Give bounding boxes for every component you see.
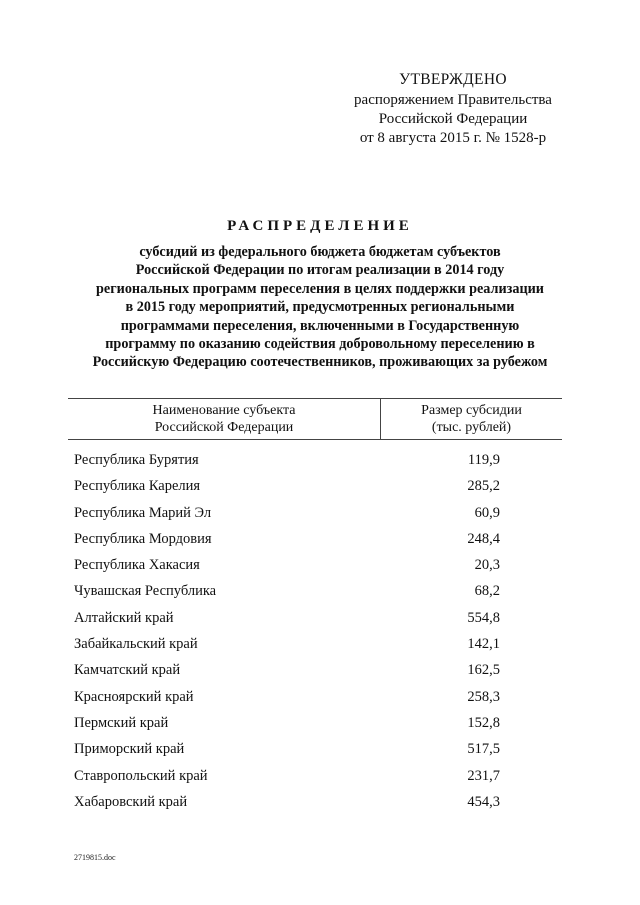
column-header-line: Размер субсидии <box>421 403 522 418</box>
table-row <box>0 662 640 688</box>
table-body <box>0 452 640 820</box>
document-title: РАСПРЕДЕЛЕНИЕ <box>227 218 413 234</box>
region-name: Забайкальский край <box>74 636 198 653</box>
subsidy-value: 152,8 <box>467 714 500 731</box>
region-name: Республика Бурятия <box>74 452 199 468</box>
subsidy-value: 517,5 <box>467 741 500 758</box>
subsidy-value: 142,1 <box>467 636 500 653</box>
table-header <box>68 398 562 440</box>
region-name: Республика Хакасия <box>74 557 200 574</box>
subsidy-value: 554,8 <box>467 609 500 626</box>
subtitle-line: Российскую Федерацию соотечественников, проживающих за рубежом <box>92 354 548 371</box>
column-header-line: Российской Федерации <box>154 420 294 435</box>
approval-line: от 8 августа 2015 г. № 1528-р <box>359 130 547 146</box>
subtitle-line: программами переселения, включенными в Государственную <box>120 317 520 334</box>
subsidy-value: 258,3 <box>467 688 500 705</box>
table-row <box>0 636 640 662</box>
table-row <box>0 768 640 794</box>
column-header-line: (тыс. рублей) <box>431 420 512 435</box>
table-row <box>0 610 640 636</box>
approval-line: Российской Федерации <box>378 111 528 127</box>
region-name: Ставропольский край <box>74 767 208 784</box>
approval-block <box>338 70 568 148</box>
subtitle-line: Российской Федерации по итогам реализации в 2014 году <box>135 262 505 279</box>
subtitle-line: программу по оказанию содействия добровольному переселению в <box>105 336 535 353</box>
approval-line: распоряжением Правительства <box>354 92 552 108</box>
region-name: Хабаровский край <box>74 793 188 810</box>
region-name: Чувашская Республика <box>74 583 217 600</box>
subsidy-value: 20,3 <box>474 557 500 574</box>
subsidy-value: 68,2 <box>474 583 500 600</box>
subtitle-line: региональных программ переселения в целях поддержки реализации <box>96 280 544 297</box>
subtitle-line: в 2015 году мероприятий, предусмотренных региональными <box>125 299 515 316</box>
subtitle-line: субсидий из федерального бюджета бюджетам субъектов <box>139 244 501 260</box>
subsidy-value: 285,2 <box>467 478 500 495</box>
column-header-line: Наименование субъекта <box>152 403 296 418</box>
subsidy-value: 231,7 <box>467 767 500 784</box>
table-row <box>0 478 640 504</box>
subsidy-value: 119,9 <box>467 452 500 468</box>
region-name: Пермский край <box>74 714 169 731</box>
table-row <box>0 505 640 531</box>
column-header-subsidy <box>381 402 562 436</box>
region-name: Приморский край <box>74 741 185 758</box>
region-name: Республика Марий Эл <box>74 504 212 521</box>
table-row <box>0 794 640 820</box>
region-name: Республика Мордовия <box>74 530 212 547</box>
table-row <box>0 741 640 767</box>
table-row <box>0 452 640 478</box>
subsidy-value: 60,9 <box>474 504 500 521</box>
document-subtitle <box>60 243 580 372</box>
table-row <box>0 531 640 557</box>
file-name: 2719815.doc <box>74 853 116 862</box>
column-header-name <box>68 402 380 436</box>
region-name: Республика Карелия <box>74 478 201 495</box>
subsidy-value: 162,5 <box>467 662 500 679</box>
approval-heading: УТВЕРЖДЕНО <box>399 71 507 88</box>
table-row <box>0 557 640 583</box>
table-row <box>0 689 640 715</box>
subsidy-value: 248,4 <box>467 530 500 547</box>
subsidy-value: 454,3 <box>467 793 500 810</box>
table-row <box>0 715 640 741</box>
region-name: Алтайский край <box>74 609 174 626</box>
region-name: Камчатский край <box>74 662 181 679</box>
region-name: Красноярский край <box>74 688 194 705</box>
table-row <box>0 583 640 609</box>
